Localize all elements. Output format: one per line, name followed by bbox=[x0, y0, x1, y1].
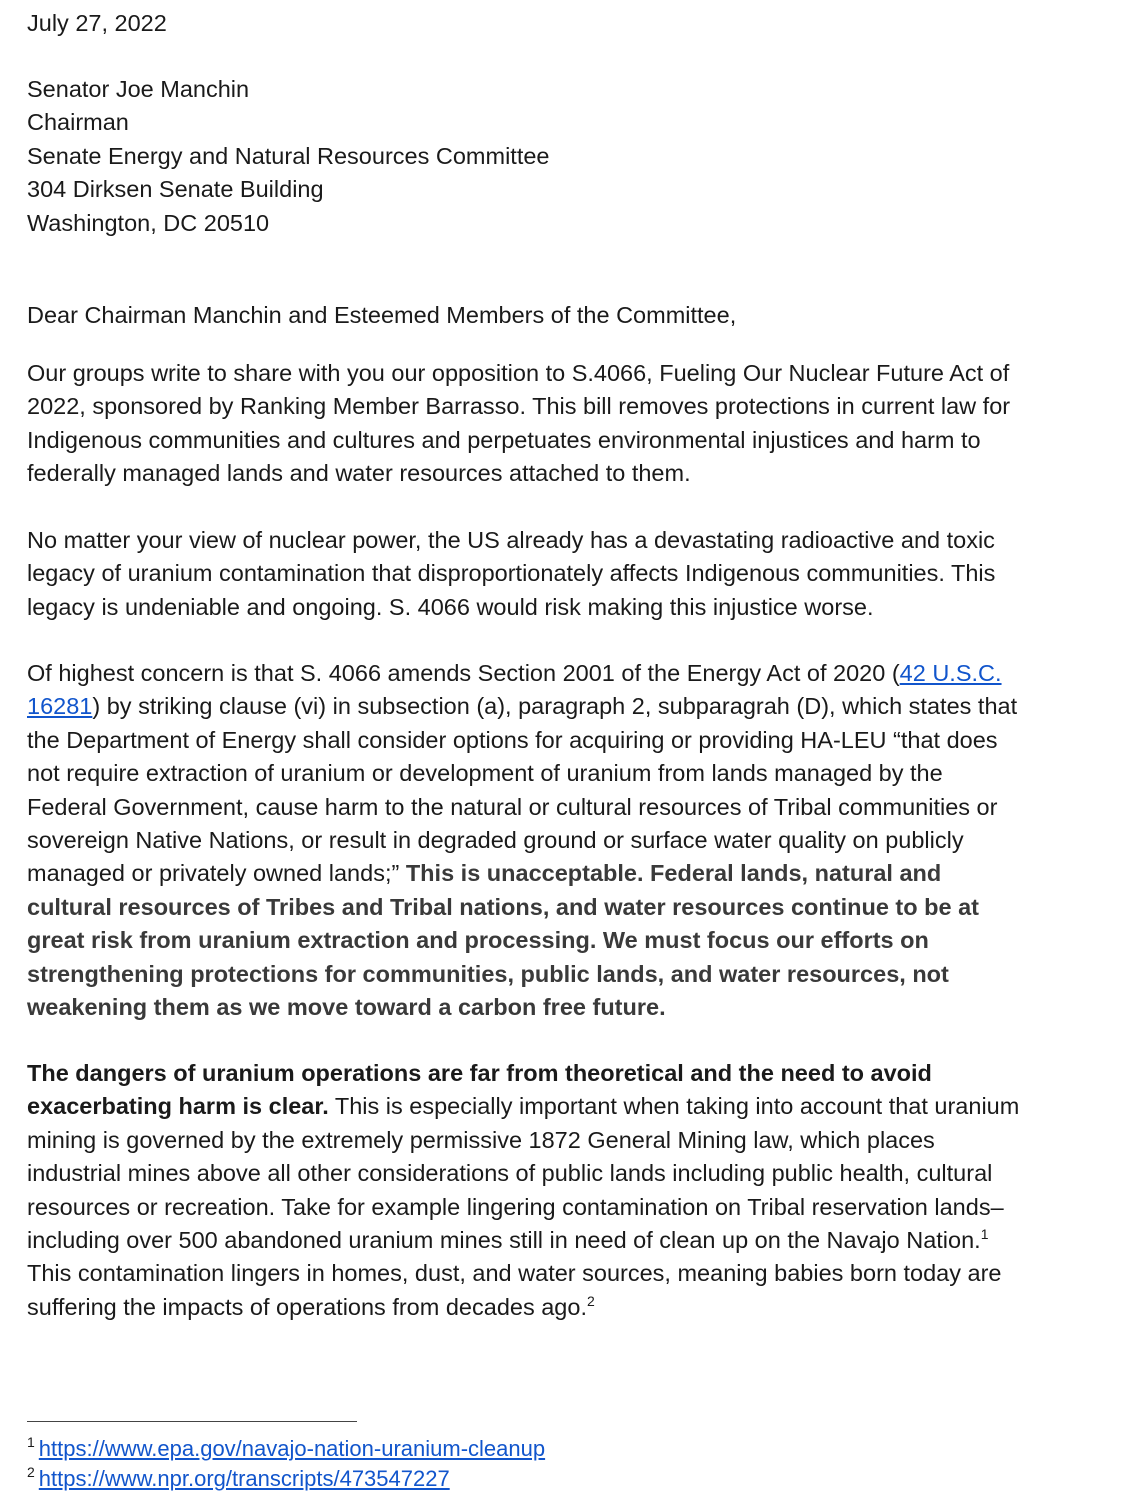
footnote-link-epa[interactable]: https://www.epa.gov/navajo-nation-uranium-cleanup bbox=[38, 1436, 546, 1461]
paragraph-line bbox=[27, 1090, 1019, 1123]
recipient-city: Washington, DC 20510 bbox=[27, 209, 270, 236]
footnote-ref-2[interactable]: 2 bbox=[586, 1292, 595, 1309]
paragraph-line: not require extraction of uranium or development of uranium from lands managed by the bbox=[27, 760, 943, 787]
salutation: Dear Chairman Manchin and Esteemed Members of the Committee, bbox=[27, 302, 737, 328]
emphasis-text: exacerbating harm is clear. bbox=[27, 1093, 329, 1120]
paragraph-line bbox=[27, 690, 1017, 723]
footnotes bbox=[27, 1434, 545, 1494]
footnote-ref-1[interactable]: 1 bbox=[980, 1226, 989, 1243]
footnote-link-npr[interactable]: https://www.npr.org/transcripts/473547227 bbox=[38, 1466, 450, 1491]
paragraph-line: 2022, sponsored by Ranking Member Barrasso. This bill removes protections in current law for bbox=[27, 393, 1011, 420]
line-text: Of highest concern is that S. 4066 amends Section 2001 of the Energy Act of 2020 ( bbox=[27, 660, 900, 686]
recipient-committee: Senate Energy and Natural Resources Committee bbox=[27, 142, 550, 169]
emphasis-text: This is unacceptable. Federal lands, natural and bbox=[405, 860, 942, 887]
paragraph-opposition bbox=[27, 357, 1010, 491]
footnote-2 bbox=[27, 1464, 545, 1494]
recipient-address bbox=[27, 73, 550, 240]
line-text: This is especially important when taking into account that uranium bbox=[328, 1093, 1020, 1120]
emphasis-line: The dangers of uranium operations are far from theoretical and the need to avoid bbox=[27, 1060, 932, 1086]
emphasis-line: cultural resources of Tribes and Tribal nations, and water resources continue to be at bbox=[27, 893, 979, 920]
paragraph-line: resources or recreation. Take for example lingering contamination on Tribal reservation lands– bbox=[27, 1193, 1004, 1220]
emphasis-line: great risk from uranium extraction and processing. We must focus our efforts on bbox=[27, 927, 929, 954]
letter-date: July 27, 2022 bbox=[27, 10, 167, 36]
emphasis-line: strengthening protections for communities, public lands, and water resources, not bbox=[27, 960, 949, 987]
paragraph-line bbox=[27, 1291, 1019, 1324]
paragraph-line: industrial mines above all other considerations of public lands including public health, cultural bbox=[27, 1160, 993, 1187]
paragraph-legacy bbox=[27, 524, 995, 624]
footnote-1 bbox=[27, 1434, 545, 1464]
paragraph-line bbox=[27, 657, 1017, 690]
footnote-number: 2 bbox=[27, 1464, 35, 1480]
emphasis-line: weakening them as we move toward a carbon free future. bbox=[27, 994, 666, 1021]
recipient-name: Senator Joe Manchin bbox=[27, 76, 250, 102]
paragraph-line: Our groups write to share with you our opposition to S.4066, Fueling Our Nuclear Future Act of bbox=[27, 360, 1010, 386]
paragraph-dangers bbox=[27, 1057, 1019, 1324]
paragraph-line: mining is governed by the extremely permissive 1872 General Mining law, which places bbox=[27, 1126, 935, 1153]
paragraph-line: Indigenous communities and cultures and perpetuates environmental injustices and harm to bbox=[27, 426, 981, 453]
footnote-number: 1 bbox=[27, 1434, 35, 1450]
paragraph-line bbox=[27, 857, 1017, 890]
paragraph-line bbox=[27, 1224, 1019, 1257]
paragraph-line: the Department of Energy shall consider options for acquiring or providing HA-LEU “that does bbox=[27, 726, 998, 753]
line-text: managed or privately owned lands;” bbox=[27, 860, 406, 887]
paragraph-line: Federal Government, cause harm to the natural or cultural resources of Tribal communities or bbox=[27, 793, 998, 820]
paragraph-line: legacy is undeniable and ongoing. S. 4066 would risk making this injustice worse. bbox=[27, 593, 874, 620]
paragraph-line: sovereign Native Nations, or result in degraded ground or surface water quality on publicly bbox=[27, 827, 964, 854]
line-text: including over 500 abandoned uranium mines still in need of clean up on the Navajo Nation. bbox=[27, 1227, 981, 1254]
footnote-separator bbox=[27, 1421, 357, 1422]
paragraph-line: federally managed lands and water resources attached to them. bbox=[27, 460, 691, 487]
line-text: ) by striking clause (vi) in subsection (a), paragraph 2, subparagrah (D), which states that bbox=[92, 693, 1018, 720]
paragraph-line: This contamination lingers in homes, dust, and water sources, meaning babies born today are bbox=[27, 1260, 1002, 1287]
usc-citation-link-cont[interactable]: 16281 bbox=[27, 693, 93, 720]
line-text: suffering the impacts of operations from decades ago. bbox=[27, 1293, 587, 1320]
recipient-building: 304 Dirksen Senate Building bbox=[27, 176, 324, 203]
paragraph-line: No matter your view of nuclear power, the US already has a devastating radioactive and toxic bbox=[27, 527, 995, 553]
paragraph-concern bbox=[27, 657, 1017, 1024]
recipient-title: Chairman bbox=[27, 109, 129, 136]
paragraph-line: legacy of uranium contamination that disproportionately affects Indigenous communities. This bbox=[27, 560, 996, 587]
usc-citation-link[interactable]: 42 U.S.C. bbox=[899, 660, 1002, 686]
